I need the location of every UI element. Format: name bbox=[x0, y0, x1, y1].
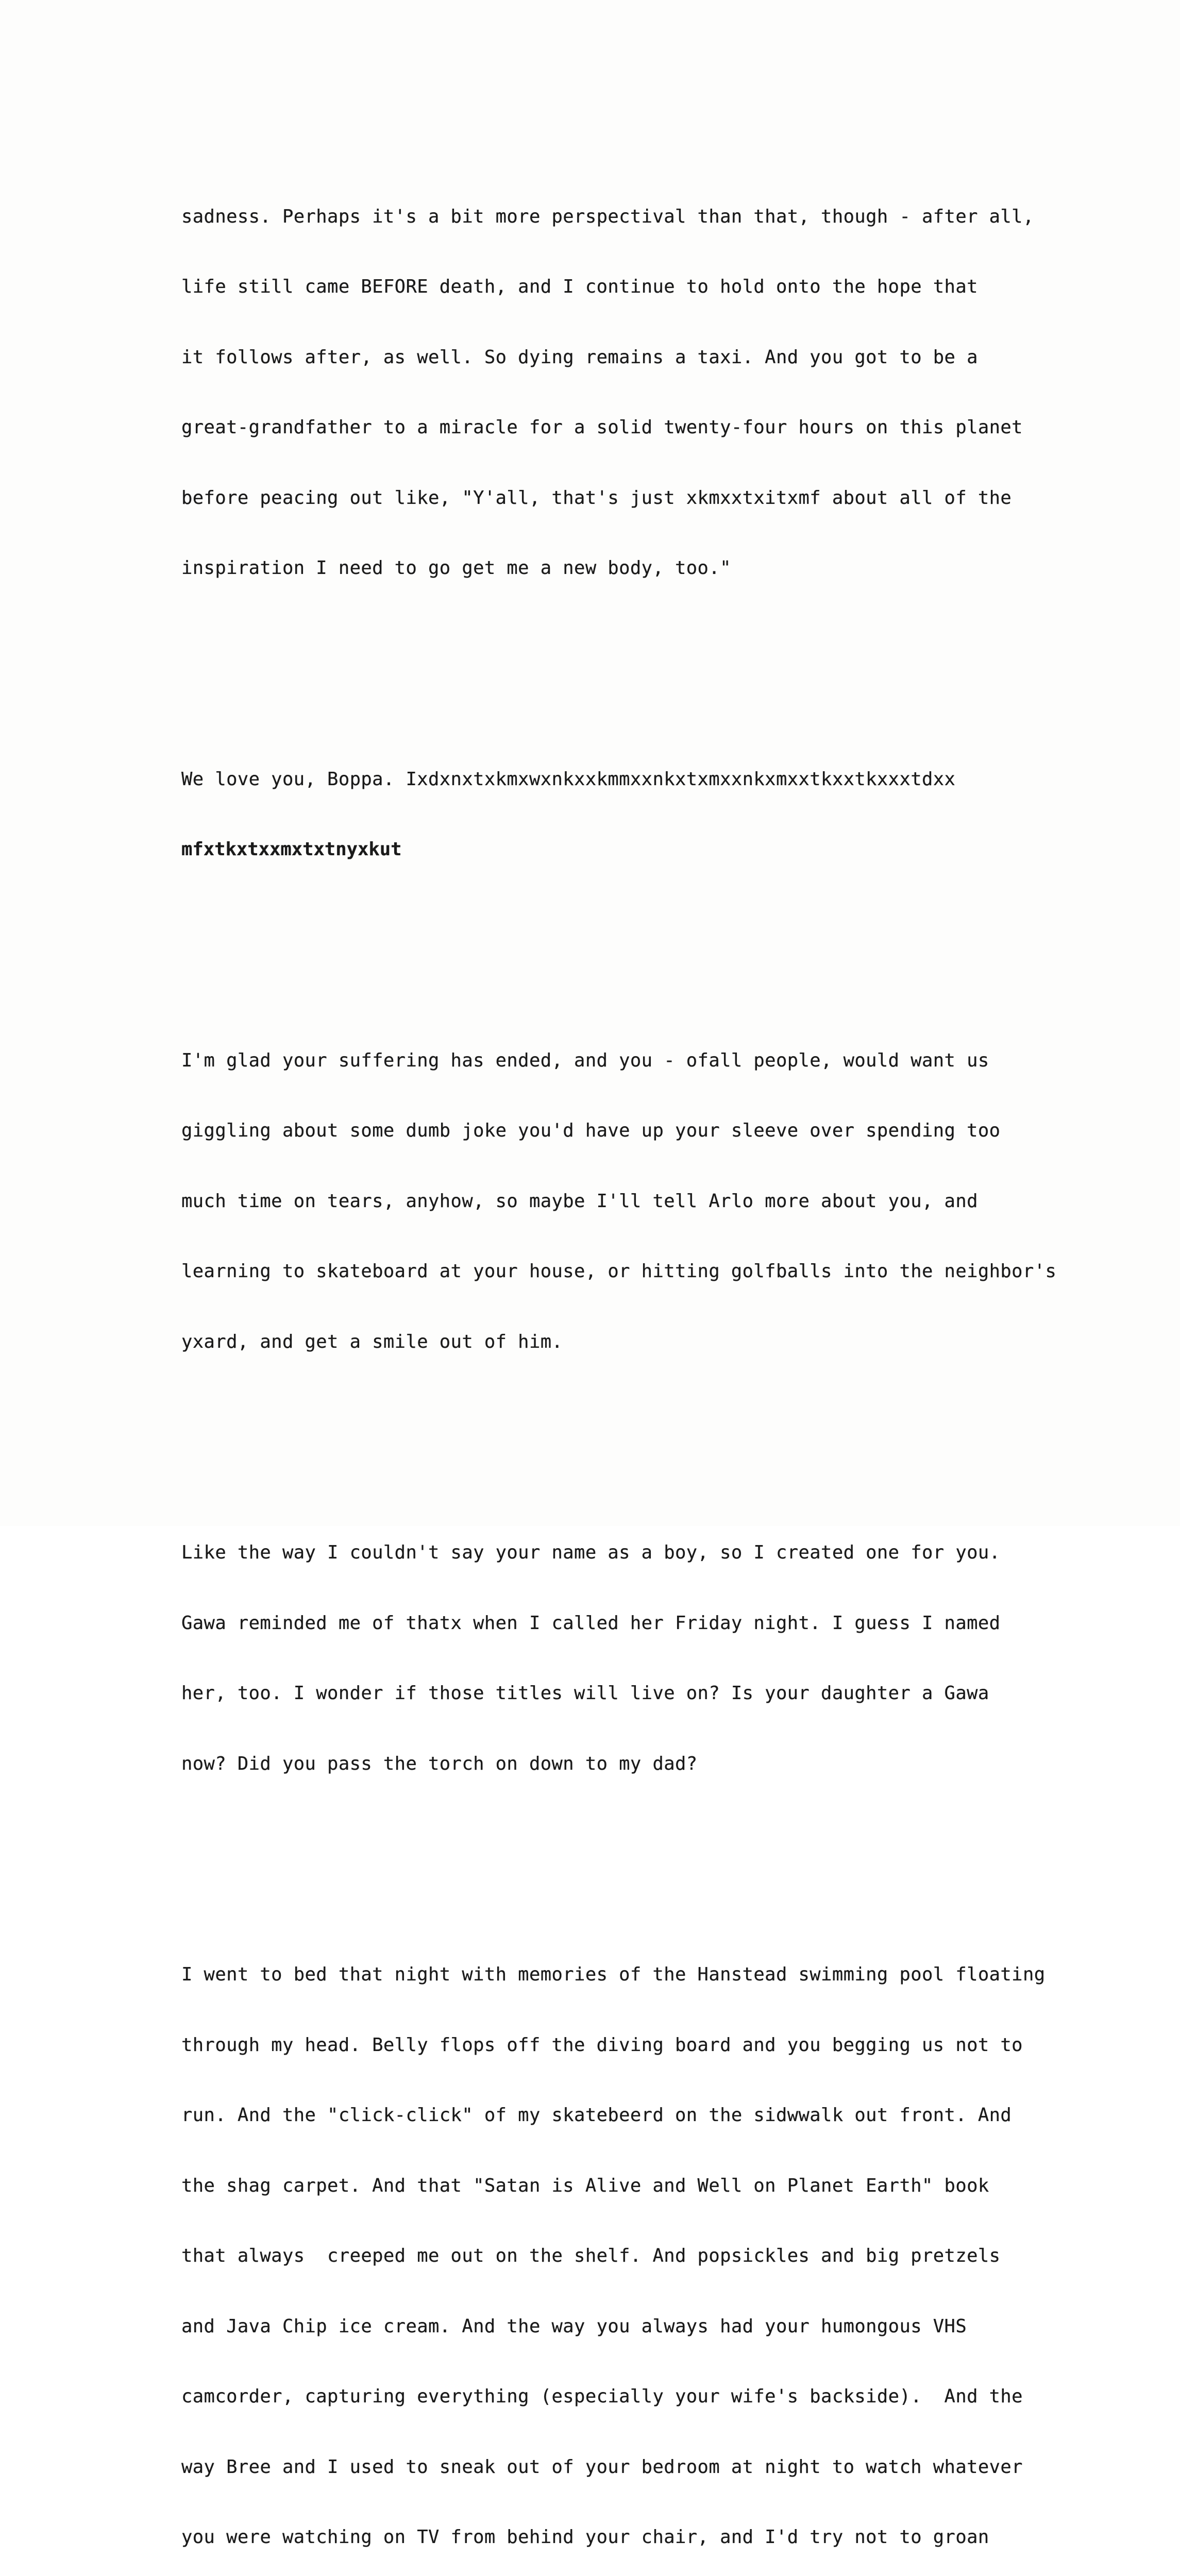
paragraph-2 bbox=[181, 721, 1109, 908]
text-line: run. And the "click-click" of my skatebeerd on the sidwwalk out front. And bbox=[181, 2105, 1012, 2126]
letter-body bbox=[181, 88, 1109, 2576]
text-line: Like the way I couldn't say your name as a boy, so I created one for you. bbox=[181, 1542, 1001, 1563]
text-line: We love you, Boppa. Ixdxnxtxkmxwxnkxxkmmxxnkxtxmxxnkxmxxtkxxtkxxxtdxx bbox=[181, 768, 956, 790]
text-line: I went to bed that night with memories of the Hanstead swimming pool floating bbox=[181, 1964, 1046, 1985]
text-line: great-grandfather to a miracle for a solid twenty-four hours on this planet bbox=[181, 417, 1023, 438]
text-line: through my head. Belly flops off the diving board and you begging us not to bbox=[181, 2034, 1023, 2056]
text-line: now? Did you pass the torch on down to my dad? bbox=[181, 1753, 698, 1774]
text-line: I'm glad your suffering has ended, and you - ofall people, would want us bbox=[181, 1049, 989, 1071]
text-line: way Bree and I used to sneak out of your bedroom at night to watch whatever bbox=[181, 2456, 1023, 2478]
text-line: that always creeped me out on the shelf. And popsickles and big pretzels bbox=[181, 2245, 1001, 2266]
text-line: life still came BEFORE death, and I continue to hold onto the hope that bbox=[181, 276, 978, 297]
text-line: before peacing out like, "Y'all, that's just xkmxxtxitxmf about all of the bbox=[181, 487, 1012, 509]
struck-out-line: mfxtkxtxxmxtxtnyxkut bbox=[181, 839, 402, 860]
paragraph-5 bbox=[181, 1916, 1109, 2576]
text-line: camcorder, capturing everything (especially your wife's backside). And the bbox=[181, 2386, 1023, 2407]
text-line: you were watching on TV from behind your chair, and I'd try not to groan bbox=[181, 2527, 989, 2548]
text-line: the shag carpet. And that "Satan is Alive and Well on Planet Earth" book bbox=[181, 2175, 989, 2196]
text-line: inspiration I need to go get me a new body, too." bbox=[181, 557, 731, 579]
text-line: giggling about some dumb joke you'd have up your sleeve over spending too bbox=[181, 1120, 1001, 1141]
text-line: and Java Chip ice cream. And the way you always had your humongous VHS bbox=[181, 2315, 967, 2337]
text-line: yxard, and get a smile out of him. bbox=[181, 1331, 563, 1352]
text-line: sadness. Perhaps it's a bit more perspectival than that, though - after all, bbox=[181, 206, 1034, 227]
text-line: it follows after, as well. So dying remains a taxi. And you got to be a bbox=[181, 346, 978, 368]
text-line: Gawa reminded me of thatx when I called her Friday night. I guess I named bbox=[181, 1612, 1001, 1634]
paragraph-1 bbox=[181, 158, 1109, 627]
paragraph-3 bbox=[181, 1002, 1109, 1401]
text-line: learning to skateboard at your house, or hitting golfballs into the neighbor's bbox=[181, 1261, 1057, 1282]
paragraph-4 bbox=[181, 1494, 1109, 1822]
text-line: her, too. I wonder if those titles will live on? Is your daughter a Gawa bbox=[181, 1683, 989, 1704]
text-line: much time on tears, anyhow, so maybe I'll tell Arlo more about you, and bbox=[181, 1190, 978, 1212]
